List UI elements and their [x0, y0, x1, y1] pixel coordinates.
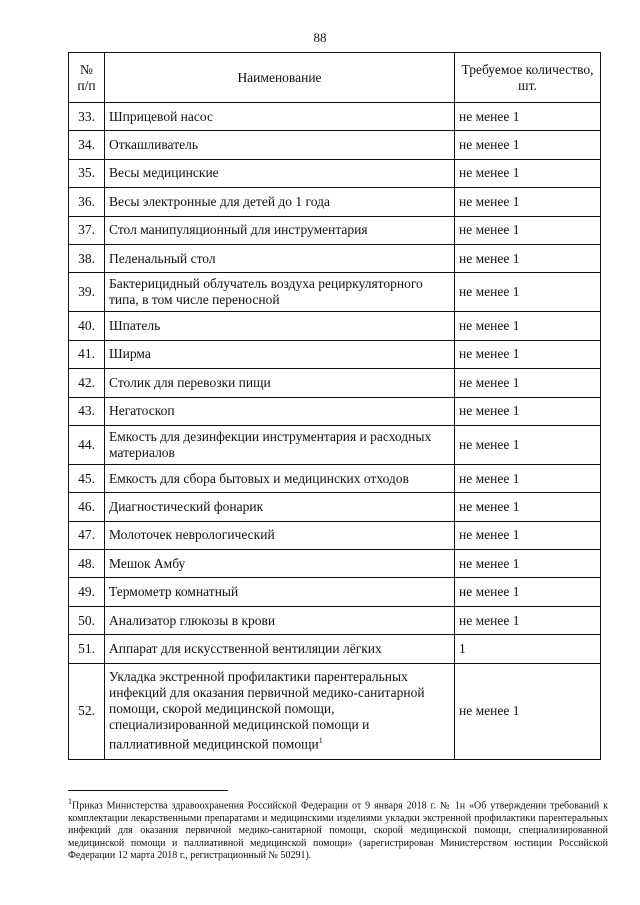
row-name: [105, 340, 455, 368]
row-name-text: Стол манипуляционный для инструментария: [109, 222, 368, 238]
row-number: 51.: [69, 635, 105, 663]
equipment-table: [68, 52, 601, 760]
row-number: 49.: [69, 578, 105, 606]
table-row: [69, 216, 601, 244]
row-name: [105, 103, 455, 131]
row-name: [105, 578, 455, 606]
row-name-text: Весы медицинские: [109, 165, 219, 181]
row-name: [105, 131, 455, 159]
table-row: [69, 188, 601, 216]
row-quantity: не менее 1: [455, 340, 601, 368]
row-name-text: Емкость для сбора бытовых и медицинских отходов: [109, 470, 409, 486]
row-number: 52.: [69, 663, 105, 759]
table-row: [69, 464, 601, 492]
row-name: [105, 159, 455, 187]
footnote-mark: 1: [68, 797, 72, 806]
table-row: [69, 397, 601, 425]
footnote-reference: 1: [318, 736, 323, 746]
row-name: [105, 550, 455, 578]
table-row: [69, 663, 601, 759]
row-number: 36.: [69, 188, 105, 216]
row-name-text: Столик для перевозки пищи: [109, 374, 271, 390]
row-name-text: Ширма: [109, 346, 151, 362]
row-name: [105, 244, 455, 272]
row-number: 38.: [69, 244, 105, 272]
row-name-text: Молоточек неврологический: [109, 527, 275, 543]
row-quantity: не менее 1: [455, 273, 601, 312]
row-name-text: Шпатель: [109, 318, 161, 334]
table-row: [69, 521, 601, 549]
table-row: [69, 635, 601, 663]
row-name-text: Весы электронные для детей до 1 года: [109, 193, 330, 209]
row-quantity: не менее 1: [455, 188, 601, 216]
row-name-text: Бактерицидный облучатель воздуха рециркуляторного типа, в том числе переносной: [109, 276, 423, 308]
row-name: [105, 216, 455, 244]
row-name: [105, 188, 455, 216]
row-number: 41.: [69, 340, 105, 368]
page-number: 88: [313, 30, 327, 45]
row-name: [105, 425, 455, 464]
footnote: [68, 796, 608, 863]
table-row: [69, 159, 601, 187]
row-quantity: не менее 1: [455, 578, 601, 606]
row-quantity: 1: [455, 635, 601, 663]
row-number: 48.: [69, 550, 105, 578]
row-quantity: не менее 1: [455, 521, 601, 549]
row-name: [105, 521, 455, 549]
row-quantity: не менее 1: [455, 464, 601, 492]
row-number: 43.: [69, 397, 105, 425]
row-name: [105, 397, 455, 425]
table-body: [69, 103, 601, 760]
row-name: [105, 663, 455, 759]
row-quantity: не менее 1: [455, 312, 601, 340]
footnote-text: Приказ Министерства здравоохранения Российской Федерации от 9 января 2018 г. № 1н «Об утверждении требований к комплектации лекарственными препаратами и медицинскими изделиями укладки экстренной профилактики парентеральных инфекций для оказания первичной медико-санитарной помощи, скорой медицинской помощи, специализированной медицинской помощи и паллиативной медицинской помощи» (зарегистрирован Министерством юстиции Российской Федерации 12 марта 2018 г., регистрационный № 50291).: [68, 800, 608, 862]
header-qty: Требуемое количество, шт.: [455, 53, 601, 103]
row-name-text: Мешок Амбу: [109, 555, 186, 571]
row-number: 39.: [69, 273, 105, 312]
table-row: [69, 550, 601, 578]
row-quantity: не менее 1: [455, 425, 601, 464]
row-name-text: Термометр комнатный: [109, 584, 239, 600]
header-num: № п/п: [69, 53, 105, 103]
table-row: [69, 340, 601, 368]
row-name-text: Аппарат для искусственной вентиляции лёгких: [109, 640, 382, 656]
row-number: 45.: [69, 464, 105, 492]
row-name: [105, 606, 455, 634]
row-name-text: Шприцевой насос: [109, 108, 213, 124]
row-name: [105, 635, 455, 663]
row-quantity: не менее 1: [455, 159, 601, 187]
row-number: 40.: [69, 312, 105, 340]
table-header-row: [69, 53, 601, 103]
row-name-text: Диагностический фонарик: [109, 498, 264, 514]
table-row: [69, 103, 601, 131]
row-name-text: Анализатор глюкозы в крови: [109, 612, 276, 628]
table-row: [69, 273, 601, 312]
row-number: 47.: [69, 521, 105, 549]
row-name-text: Пеленальный стол: [109, 250, 216, 266]
row-name-text: Откашливатель: [109, 137, 198, 153]
table-row: [69, 312, 601, 340]
row-name-text: Негатоскоп: [109, 403, 175, 419]
table-row: [69, 131, 601, 159]
row-quantity: не менее 1: [455, 131, 601, 159]
row-quantity: не менее 1: [455, 663, 601, 759]
row-name: [105, 493, 455, 521]
row-quantity: не менее 1: [455, 216, 601, 244]
row-number: 44.: [69, 425, 105, 464]
row-quantity: не менее 1: [455, 103, 601, 131]
row-quantity: не менее 1: [455, 550, 601, 578]
footnote-rule: [68, 790, 228, 791]
row-name: [105, 464, 455, 492]
row-name: [105, 273, 455, 312]
row-quantity: не менее 1: [455, 606, 601, 634]
row-number: 37.: [69, 216, 105, 244]
row-number: 46.: [69, 493, 105, 521]
row-quantity: не менее 1: [455, 397, 601, 425]
row-quantity: не менее 1: [455, 369, 601, 397]
row-name-text: Емкость для дезинфекции инструментария и расходных материалов: [109, 428, 432, 460]
row-number: 42.: [69, 369, 105, 397]
header-name: Наименование: [105, 53, 455, 103]
table-row: [69, 606, 601, 634]
row-name: [105, 369, 455, 397]
row-number: 50.: [69, 606, 105, 634]
row-number: 34.: [69, 131, 105, 159]
row-name-text: Укладка экстренной профилактики парентеральных инфекций для оказания первичной медико-санитарной помощи, скорой медицинской помощи, специализированной медицинской помощи и паллиативной медицинской помощи: [109, 669, 425, 752]
table-row: [69, 425, 601, 464]
row-number: 33.: [69, 103, 105, 131]
row-name: [105, 312, 455, 340]
row-quantity: не менее 1: [455, 493, 601, 521]
table-row: [69, 493, 601, 521]
row-number: 35.: [69, 159, 105, 187]
table-row: [69, 369, 601, 397]
row-quantity: не менее 1: [455, 244, 601, 272]
table-row: [69, 578, 601, 606]
table-row: [69, 244, 601, 272]
